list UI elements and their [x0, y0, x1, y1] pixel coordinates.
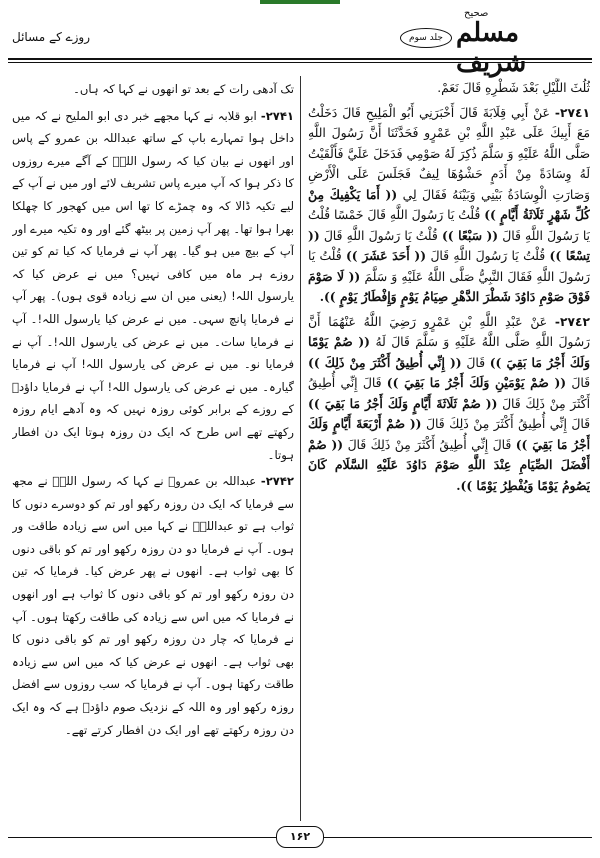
- hadith-number: ۲۷۴۲-: [260, 474, 294, 489]
- hadith-quote: (( صُمْ أَرْبَعَةَ أَيَّامٍ وَلَكَ أَجْرُ مَا بَقِيَ )): [308, 416, 590, 452]
- hadith-text: قُلْتُ يَا رَسُولَ اللَّهِ قَالَ: [430, 249, 546, 263]
- hadith-text: قَالَ إِنِّي أُطِيقُ أَكْثَرَ مِنْ ذَلِكَ قَالَ: [426, 417, 590, 431]
- urdu-line: تک آدھی رات کے بعد تو انھوں نے کہا کہ ہاں۔: [73, 82, 294, 96]
- section-title: روزے کے مسائل: [12, 30, 91, 44]
- page-header: [8, 8, 592, 78]
- column-divider: [300, 76, 301, 821]
- hadith-text: قُلْتُ يَا رَسُولَ اللَّهِ قَالَ: [323, 228, 438, 243]
- book-title: مسلم شریف: [456, 18, 527, 78]
- hadith-quote: (( صُمْ ثَلَاثَةَ أَيَّامٍ وَلَكَ أَجْرُ مَا بَقِيَ )): [308, 395, 498, 411]
- urdu-paragraph: [12, 78, 294, 101]
- urdu-text: ابو قلابہ نے کہا مجھے خبر دی ابو الملیح نے کہ میں داخل ہوا تمہارے باپ کے ساتھ عبداللہ بن عمرو کے پاس اور انھوں نے بیان کیا کہ رسول اللہؐ کے آگے میرے روزوں کا ذکر ہوا کہ آپ میرے پاس تشریف لائے اور میں نے آپ کے لیے تکیہ ڈالا کہ وہ چمڑے کا تھا اس میں کھجور کا چھلکا بھرا ہوا تھا۔ پھر آپ زمین پر بیٹھ گئے اور وہ تکیہ میرے اور آپ کے بیچ میں ہو گیا۔ پھر آپ نے فرمایا کہ کیا تم کو تین روزے ہر ماہ میں کافی نہیں؟ میں نے عرض کیا کہ یارسول اللہ! (یعنی میں ان سے زیادہ قوی ہوں)۔ پھر آپ نے فرمایا پانچ سہی۔ میں نے عرض کیا یارسول اللہ!۔ آپ نے فرمایا سات۔ میں نے عرض کی یارسول اللہ!۔ آپ نے فرمایا نو۔ میں نے عرض کی یارسول اللہ! آپ نے فرمایا گیارہ۔ میں نے عرض کی یارسول اللہ! آپ نے فرمایا داؤدؑ کے روزے کے برابر کوئی روزہ نہیں کہ وہ آدھے ایام روزہ رکھتے تھے اس طرح کہ ایک دن روزہ ہوتا ایک دن افطار ہوتا۔: [12, 108, 294, 462]
- hadith-quote: (( إِنِّي أُطِيقُ أَكْثَرَ مِنْ ذَلِكَ )): [308, 354, 462, 370]
- urdu-translation-column: [12, 78, 294, 818]
- arabic-paragraph: [308, 78, 590, 99]
- hadith-text: قُلْتُ يَا رَسُولَ اللَّهِ فَقَالَ النَّبِيُّ صَلَّى اللَّهُ عَلَيْهِ وَ سَلَّمَ: [308, 249, 590, 284]
- urdu-text: عبداللہ بن عمروؓ نے کہا کہ رسول اللہؐ نے مجھ سے فرمایا کہ ایک دن روزہ رکھو اور تم کو دوسرے دنوں کا ثواب ہے تو عبداللہؓ نے کہا میں اس سے زیادہ طاقت ور ہوں۔ آپ نے فرمایا دو دن روزہ رکھو اور تم کو باقی دنوں کا بھی ثواب ہے۔ انھوں نے پھر عرض کیا۔ فرمایا کہ تین دن روزہ رکھو اور تم کو باقی دنوں کا ثواب ہے اور انھوں نے فرمایا کہ میں اس سے زیادہ کی طاقت رکھتا ہوں۔ آپ نے فرمایا کہ چار دن روزہ رکھو اور تم کو باقی دنوں کا بھی ثواب ہے۔ انھوں نے عرض کیا کہ میں اس سے زیادہ طاقت رکھتا ہوں۔ آپ نے فرمایا کہ سب روزوں سے افضل روزہ رکھو اور وہ اللہ کے نزدیک صوم داؤدؑ ہے کہ وہ ایک دن روزہ رکھتے تھے اور ایک دن افطار کرتے تھے۔: [12, 474, 294, 737]
- hadith-quote: (( صُمْ يَوْمًا وَلَكَ أَجْرُ مَا بَقِيَ )): [308, 334, 590, 370]
- hadith-quote: (( لَا صَوْمَ فَوْقَ صَوْمِ دَاوُدَ شَطْرَ الدَّهْرِ صِيَامُ يَوْمٍ وَإِفْطَارُ يَوْمٍ )).: [308, 268, 590, 304]
- hadith-number: ٢٧٤٢-: [554, 314, 590, 329]
- header-rule-thin: [8, 62, 592, 63]
- page-footer: [8, 826, 592, 850]
- arabic-line: ثُلُثَ اللَّيْلِ بَعْدَ شَطْرِهِ قَالَ نَعَمْ.: [437, 81, 590, 95]
- hadith-quote: (( أَمَا يَكْفِيكَ مِنْ كُلِّ شَهْرٍ ثَلَاثَةُ أَيَّامٍ )): [308, 186, 590, 222]
- page-number: ۱۶۲: [276, 826, 324, 848]
- hadith-text: عَنْ أَبِي قِلَابَةَ قَالَ أَخْبَرَنِي أَبُو الْمَلِيحِ قَالَ دَخَلْتُ مَعَ أَبِيكَ عَلَى عَبْدِ اللَّهِ بْنِ عَمْرٍو فَحَدَّثَنَا أَنَّ رَسُولَ اللَّهِ صَلَّى اللَّهُ عَلَيْهِ وَ سَلَّمَ ذُكِرَ لَهُ صَوْمِي فَدَخَلَ عَلَيَّ فَأَلْقَيْتُ لَهُ وِسَادَةً مِنْ أَدَمٍ حَشْوُهَا لِيفٌ فَجَلَسَ عَلَى الْأَرْضِ وَصَارَتِ الْوِسَادَةُ بَيْنِي وَبَيْنَهُ فَقَالَ لِي: [308, 105, 590, 202]
- hadith-text: قُلْتُ يَا رَسُولَ اللَّهِ قَالَ خَمْسًا قُلْتُ يَا رَسُولَ اللَّهِ قَالَ: [308, 208, 590, 243]
- hadith-number: ۲۷۴۱-: [260, 108, 294, 123]
- hadith-quote: (( أَحَدَ عَشَرَ )): [345, 248, 427, 263]
- header-rule: [8, 58, 592, 60]
- hadith-2742-urdu: [12, 470, 294, 741]
- hadith-2742-arabic: [308, 312, 590, 497]
- hadith-2741-arabic: [308, 103, 590, 308]
- hadith-2741-urdu: [12, 105, 294, 467]
- hadith-text: قَالَ: [466, 355, 485, 370]
- hadith-quote: (( سَبْعًا )): [441, 227, 499, 243]
- hadith-text: قَالَ إِنِّي أُطِيقُ أَكْثَرَ مِنْ ذَلِكَ قَالَ: [347, 437, 512, 452]
- hadith-number: ٢٧٤١-: [554, 105, 590, 120]
- hadith-text: قَالَ: [571, 376, 590, 390]
- hadith-quote: (( صُمْ أَفْضَلَ الصِّيَامِ عِنْدَ اللَّهِ صَوْمَ دَاوُدَ عَلَيْهِ السَّلَام كَانَ يَصُومُ يَوْمًا وَيُفْطِرُ يَوْمًا )).: [308, 436, 590, 493]
- book-title-prefix: صحیح: [464, 8, 489, 19]
- hadith-text: قَالَ إِنِّي أُطِيقُ أَكْثَرَ مِنْ ذَلِكَ قَالَ: [308, 376, 590, 411]
- hadith-text: عَنْ عَبْدِ اللَّهِ بْنِ عَمْرٍو رَضِيَ اللَّهُ عَنْهُمَا أَنَّ رَسُولَ اللَّهِ صَلَّى اللَّهُ عَلَيْهِ وَ سَلَّمَ قَالَ لَهُ: [308, 314, 590, 349]
- hadith-quote: (( صُمْ يَوْمَيْنِ وَلَكَ أَجْرُ مَا بَقِيَ )): [386, 375, 567, 390]
- volume-badge: جلد سوم: [400, 28, 452, 48]
- arabic-text-column: [308, 78, 590, 818]
- book-title-block: [394, 8, 584, 78]
- top-color-bar: [260, 0, 340, 4]
- hadith-quote: (( تِسْعًا )): [308, 227, 590, 263]
